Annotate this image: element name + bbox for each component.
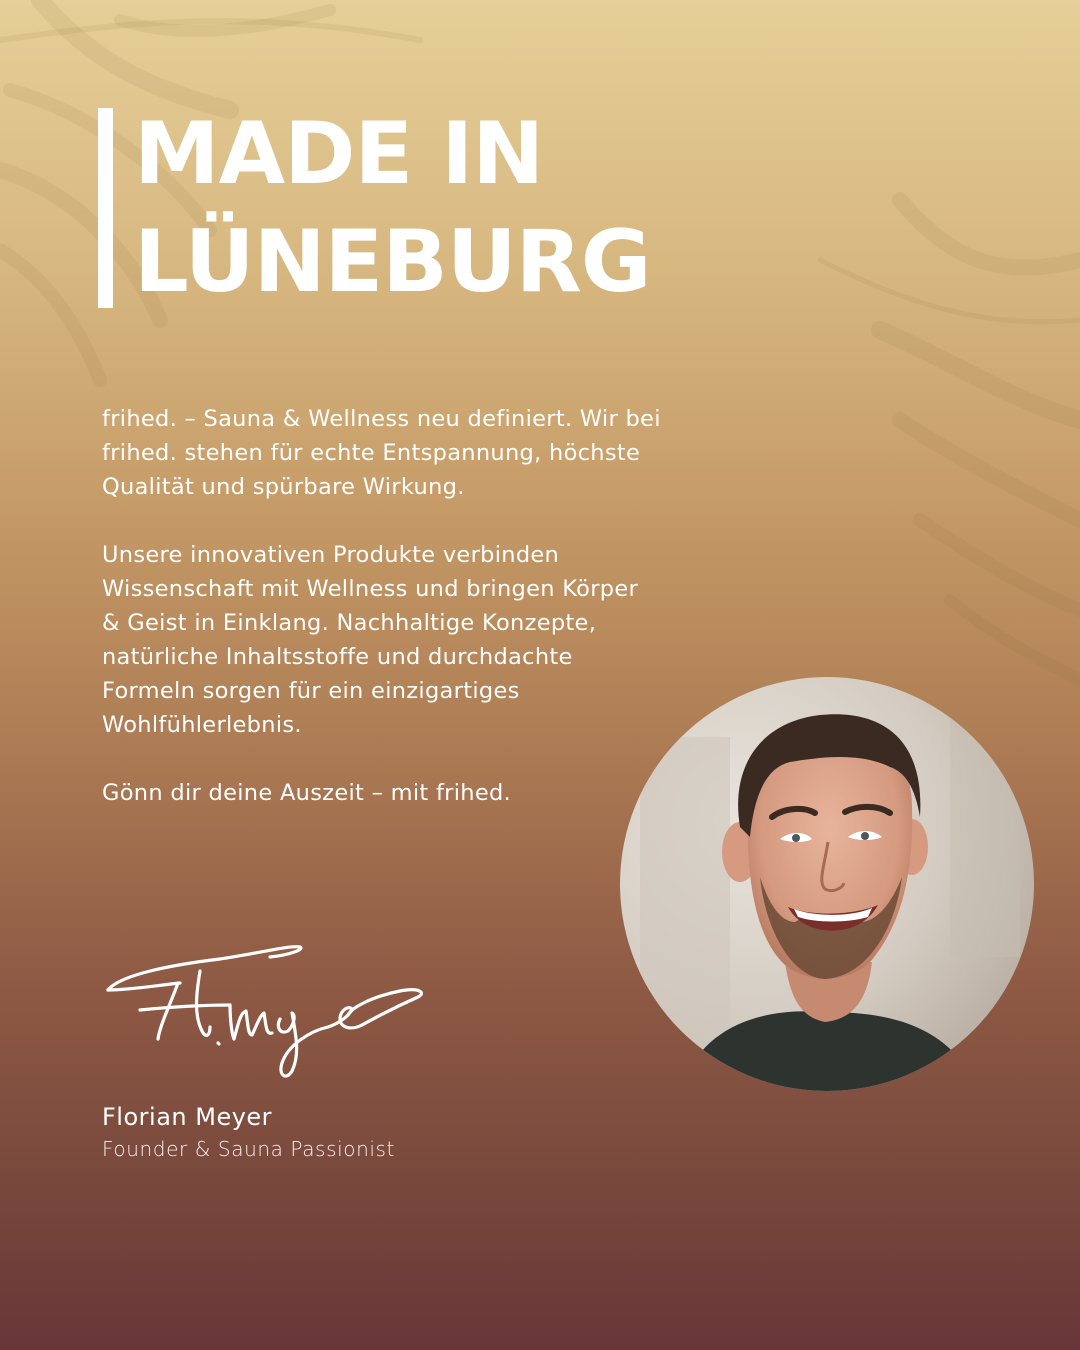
author-name: Florian Meyer: [102, 1103, 273, 1131]
portrait-photo: [620, 677, 1034, 1091]
portrait-icon: [620, 677, 1034, 1091]
intro-text: [102, 402, 662, 810]
signature-icon: [100, 935, 430, 1085]
author-role: Founder & Sauna Passionist: [102, 1137, 395, 1161]
title-accent-bar: [98, 108, 113, 308]
intro-paragraph-2: Unsere innovativen Produkte verbinden Wissenschaft mit Wellness und bringen Körper & Geist in Einklang. Nachhaltige Konzepte, natürliche Inhaltsstoffe und durchdachte Formeln sorgen für ein einzigartiges Wohlfühlerlebnis.: [102, 542, 639, 738]
title-line-2: LÜNEBURG: [134, 212, 651, 312]
closing-line: Gönn dir deine Auszeit – mit frihed.: [102, 780, 511, 806]
page-title: [134, 100, 650, 316]
intro-paragraph-1: frihed. – Sauna & Wellness neu definiert. Wir bei frihed. stehen für echte Entspannung, höchste Qualität und spürbare Wirkung.: [102, 406, 661, 500]
title-line-1: MADE IN: [134, 104, 544, 204]
